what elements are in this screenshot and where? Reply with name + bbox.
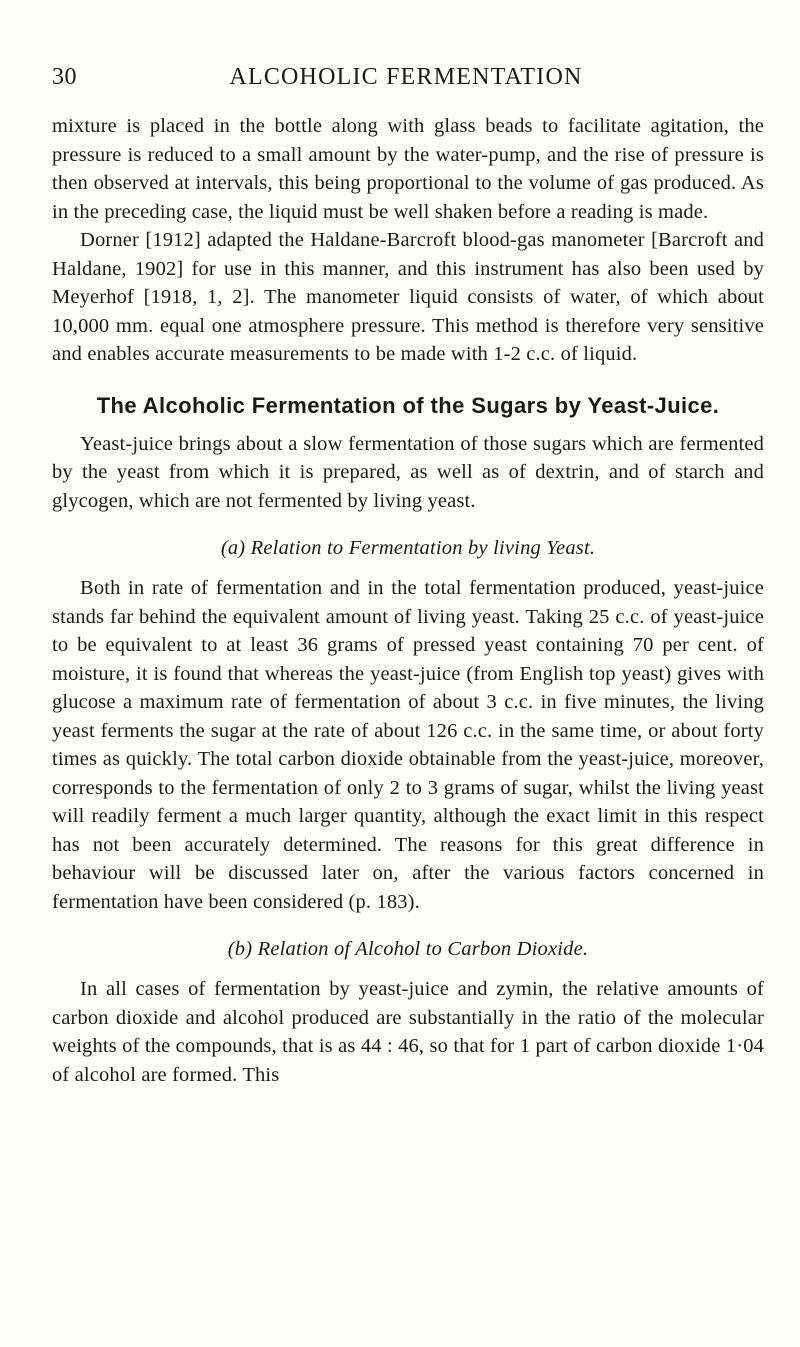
subheading-a-text: Relation to Fermentation by living Yeast. (250, 537, 596, 559)
subheading-b-text: Relation of Alcohol to Carbon Dioxide. (257, 938, 589, 960)
subheading-a (52, 534, 764, 562)
section-heading: The Alcoholic Fermentation of the Sugars by Yeast-Juice. (96, 392, 720, 418)
running-title: ALCOHOLIC FERMENTATION (229, 64, 583, 90)
page-body (52, 112, 764, 1089)
paragraph-alcohol-ratio: In all cases of fermentation by yeast-juice and zymin, the relative amounts of carbon dioxide and alcohol produced are substantially in the ratio of the molecular weights of the compounds, that is as 44 : 46, so that for 1 part of carbon dioxide 1·04 of alcohol are formed. This (52, 978, 764, 1086)
paragraph-continued: mixture is placed in the bottle along with glass beads to facilitate agitation, the pressure is reduced to a small amount by the water-pump, and the rise of pressure is then observed at intervals, this being proportional to the volume of gas produced. As in the preceding case, the liquid must be well shaken before a reading is made. (52, 115, 764, 223)
page-number: 30 (52, 64, 77, 90)
subheading-a-marker: (a) (220, 537, 246, 559)
paragraph-fermentation-rate: Both in rate of fermentation and in the total fermentation produced, yeast-juice stands far behind the equivalent amount of living yeast. Taking 25 c.c. of yeast-juice to be equivalent to at least 36 grams of pressed yeast containing 70 per cent. of moisture, it is found that whereas the yeast-juice (from English top yeast) gives with glucose a maximum rate of fermentation of about 3 c.c. in five minutes, the living yeast ferments the sugar at the rate of about 126 c.c. in the same time, or about forty times as quickly. The total carbon dioxide obtainable from the yeast-juice, moreover, corresponds to the fermentation of only 2 to 3 grams of sugar, whilst the living yeast will readily ferment a much larger quantity, although the exact limit in this respect has not been accurately determined. The reasons for this great difference in behaviour will be discussed later on, after the various factors concerned in fermentation have been considered (p. 183). (52, 577, 764, 913)
subheading-b-marker: (b) (227, 938, 253, 960)
paragraph-dorner-manometer: Dorner [1912] adapted the Haldane-Barcroft blood-gas manometer [Barcroft and Haldane, 1902] for use in this manner, and this instrument has also been used by Meyerhof [1918, 1, 2]. The manometer liquid consists of water, of which about 10,000 mm. equal one atmosphere pressure. This method is therefore very sensitive and enables accurate measurements to be made with 1-2 c.c. of liquid. (52, 229, 764, 365)
paragraph-yeast-juice: Yeast-juice brings about a slow fermentation of those sugars which are fermented by the yeast from which it is prepared, as well as of dextrin, and of starch and glycogen, which are not fermented by living yeast. (52, 432, 764, 512)
subheading-b (52, 935, 764, 963)
running-head (52, 64, 760, 98)
